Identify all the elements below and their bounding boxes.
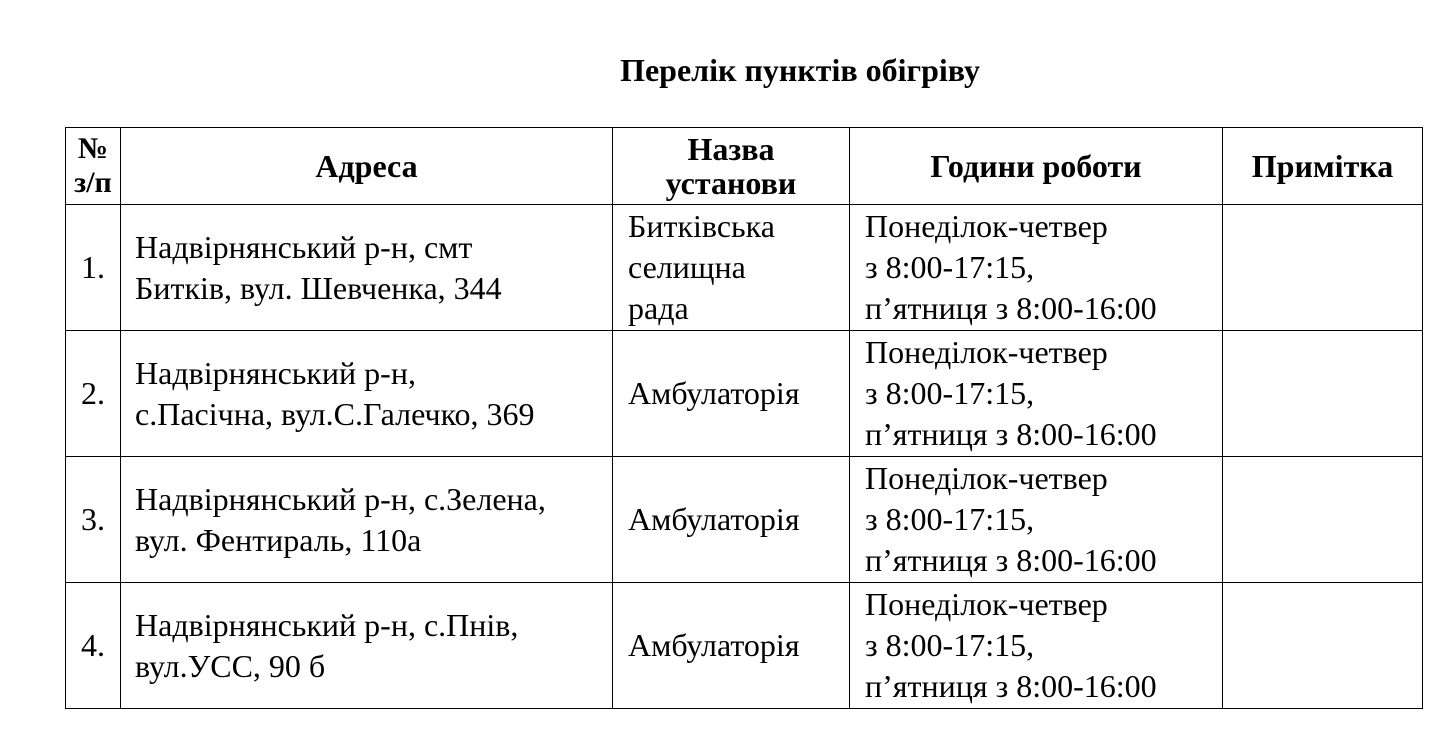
header-note: Примітка [1223, 128, 1423, 205]
address-line: Надвірнянський р-н, с.Зелена, [135, 480, 546, 517]
header-number [66, 128, 121, 205]
hours-line: Понеділок-четвер [865, 208, 1108, 244]
header-institution [613, 128, 850, 205]
hours-line: з 8:00-17:15, [865, 375, 1035, 411]
address-line: Надвірнянський р-н, смт [135, 228, 473, 265]
header-address: Адреса [121, 128, 613, 205]
institution-line: Амбулаторія [628, 501, 800, 537]
row-hours [850, 457, 1223, 583]
heating-points-table [65, 127, 1423, 709]
row-number: 1. [66, 205, 121, 331]
address-line: вул.УСС, 90 б [135, 647, 326, 684]
page-title: Перелік пунктів обігріву [620, 52, 980, 88]
row-number: 2. [66, 331, 121, 457]
row-hours [850, 583, 1223, 709]
table-row [66, 457, 1423, 583]
address-line: Надвірнянський р-н, [135, 354, 416, 391]
row-hours [850, 331, 1223, 457]
hours-line: Понеділок-четвер [865, 586, 1108, 622]
hours-line: з 8:00-17:15, [865, 249, 1035, 285]
address-line: Битків, вул. Шевченка, 344 [135, 269, 502, 306]
address-line: с.Пасічна, вул.С.Галечко, 369 [135, 395, 535, 432]
hours-line: п’ятниця з 8:00-16:00 [865, 542, 1157, 578]
hours-line: п’ятниця з 8:00-16:00 [865, 416, 1157, 452]
institution-line: рада [628, 290, 689, 326]
header-hours: Години роботи [850, 128, 1223, 205]
institution-line: Амбулаторія [628, 375, 800, 411]
row-address [121, 331, 613, 457]
row-institution [613, 331, 850, 457]
hours-line: п’ятниця з 8:00-16:00 [865, 290, 1157, 326]
row-institution [613, 583, 850, 709]
row-institution [613, 205, 850, 331]
hours-line: з 8:00-17:15, [865, 627, 1035, 663]
institution-line: селищна [628, 249, 746, 285]
table-row [66, 331, 1423, 457]
header-number-line: № [77, 132, 109, 165]
hours-line: Понеділок-четвер [865, 460, 1108, 496]
row-number: 3. [66, 457, 121, 583]
header-institution-line: установи [665, 165, 797, 201]
header-institution-line: Назва [687, 131, 775, 167]
header-number-line: з/п [74, 166, 112, 199]
address-line: вул. Фентираль, 110а [135, 521, 422, 558]
hours-line: Понеділок-четвер [865, 334, 1108, 370]
row-note [1223, 331, 1423, 457]
row-address [121, 457, 613, 583]
table-row [66, 583, 1423, 709]
table-header-row [66, 128, 1423, 205]
institution-line: Битківська [628, 208, 775, 244]
row-hours [850, 205, 1223, 331]
row-address [121, 583, 613, 709]
hours-line: п’ятниця з 8:00-16:00 [865, 668, 1157, 704]
institution-line: Амбулаторія [628, 627, 800, 663]
row-institution [613, 457, 850, 583]
row-note [1223, 583, 1423, 709]
table-row [66, 205, 1423, 331]
row-number: 4. [66, 583, 121, 709]
row-address [121, 205, 613, 331]
address-line: Надвірнянський р-н, с.Пнів, [135, 606, 519, 643]
row-note [1223, 457, 1423, 583]
hours-line: з 8:00-17:15, [865, 501, 1035, 537]
row-note [1223, 205, 1423, 331]
